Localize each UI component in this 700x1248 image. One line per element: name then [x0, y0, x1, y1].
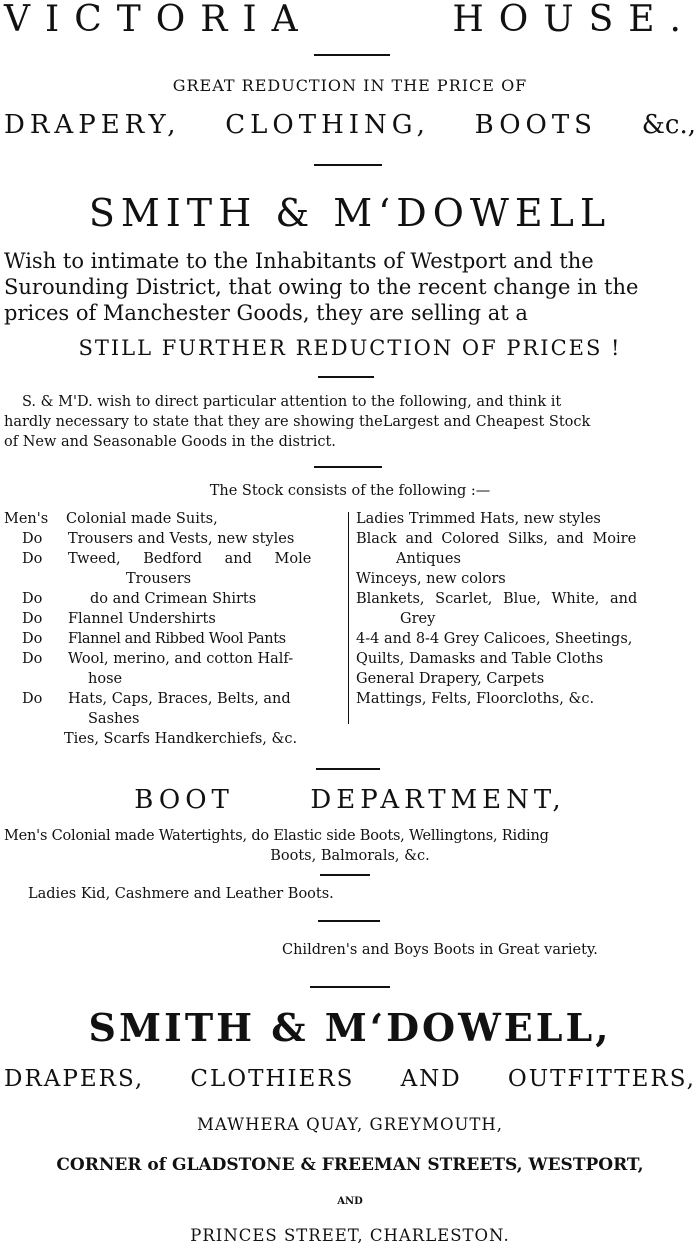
list-item: Do Hats, Caps, Braces, Belts, and — [22, 691, 291, 707]
list-item: Do Trousers and Vests, new styles — [22, 531, 295, 547]
department-word: DEPARTMENT, — [310, 785, 566, 815]
divider — [314, 164, 382, 166]
footer-firm-name: SMITH & M‘DOWELL, — [88, 1005, 612, 1050]
firm-name: SMITH & M‘DOWELL — [88, 191, 612, 235]
subtitle: GREAT REDUCTION IN THE PRICE OF — [172, 76, 528, 95]
list-item: Ladies Trimmed Hats, new styles — [356, 511, 601, 527]
mens-boots-line: Men's Colonial made Watertights, do Elastic side Boots, Wellingtons, Riding — [4, 828, 549, 844]
reduction-banner: STILL FURTHER REDUCTION OF PRICES ! — [78, 336, 622, 360]
trade-and: AND — [400, 1066, 462, 1092]
address-greymouth: MAWHERA QUAY, GREYMOUTH, — [196, 1115, 504, 1134]
list-item: Ties, Scarfs Handkerchiefs, &c. — [64, 731, 298, 747]
list-item: Black and Colored Silks, and Moire — [356, 531, 637, 547]
and-connector: AND — [337, 1196, 363, 1207]
list-item: Mattings, Felts, Floorcloths, &c. — [356, 691, 595, 707]
goods-clothing: CLOTHING, — [225, 110, 430, 140]
children-boots: Children's and Boys Boots in Great variety. — [282, 942, 598, 958]
mens-boots — [4, 826, 696, 866]
goods-line — [0, 108, 700, 142]
list-item: Quilts, Damasks and Table Cloths — [356, 651, 604, 667]
list-item: Do Tweed, Bedford and Mole — [22, 551, 312, 567]
notice-paragraph — [4, 392, 696, 452]
stock-heading: The Stock consists of the following :— — [209, 483, 491, 499]
list-item: Men's Colonial made Suits, — [4, 511, 218, 527]
goods-drapery: DRAPERY, — [4, 110, 181, 140]
divider — [314, 466, 382, 468]
list-item: Do do and Crimean Shirts — [22, 591, 257, 607]
title-word-house: HOUSE. — [452, 0, 696, 40]
trade-outfitters: OUTFITTERS, — [507, 1066, 696, 1092]
intro-line: Surounding District, that owing to the recent change in the — [4, 275, 639, 299]
divider — [316, 768, 380, 770]
intro-line: prices of Manchester Goods, they are selling at a — [4, 301, 528, 325]
address-westport: CORNER of GLADSTONE & FREEMAN STREETS, WESTPORT, — [56, 1155, 644, 1175]
divider — [318, 376, 374, 378]
list-item: hose — [88, 671, 123, 687]
stock-list-ladies — [356, 509, 696, 709]
divider — [318, 920, 380, 922]
goods-etc: &c., — [641, 110, 696, 140]
intro-paragraph — [4, 248, 696, 326]
ladies-boots: Ladies Kid, Cashmere and Leather Boots. — [28, 886, 334, 902]
column-divider — [348, 512, 349, 724]
list-item: Grey — [400, 611, 436, 627]
list-item: Do Flannel Undershirts — [22, 611, 216, 627]
list-item: Trousers — [126, 571, 192, 587]
list-item: Sashes — [88, 711, 140, 727]
trade-drapers: DRAPERS, — [4, 1066, 145, 1092]
notice-line: of New and Seasonable Goods in the district. — [4, 434, 336, 450]
stock-list-mens — [4, 509, 346, 749]
divider — [320, 874, 370, 876]
trades-line — [0, 1064, 700, 1094]
list-item: Antiques — [396, 551, 461, 567]
address-charleston: PRINCES STREET, CHARLESTON. — [190, 1226, 510, 1245]
divider — [310, 986, 390, 988]
list-item: General Drapery, Carpets — [356, 671, 545, 687]
notice-line: hardly necessary to state that they are showing theLargest and Cheapest Stock — [4, 414, 591, 430]
list-item: Blankets, Scarlet, Blue, White, and — [356, 591, 638, 607]
page-title — [0, 0, 700, 40]
title-word-victoria: VICTORIA — [4, 0, 313, 40]
intro-line: Wish to intimate to the Inhabitants of Westport and the — [4, 249, 594, 273]
mens-boots-line: Boots, Balmorals, &c. — [270, 848, 430, 864]
list-item: Do Wool, merino, and cotton Half- — [22, 651, 294, 667]
notice-line: S. & M'D. wish to direct particular attention to the following, and think it — [22, 394, 562, 410]
list-item: Winceys, new colors — [356, 571, 506, 587]
list-item: 4-4 and 8-4 Grey Calicoes, Sheetings, — [356, 631, 633, 647]
boot-word: BOOT — [134, 785, 234, 815]
divider — [314, 54, 390, 56]
list-item: Do Flannel and Ribbed Wool Pants — [22, 631, 286, 647]
boot-department-heading — [0, 784, 700, 816]
goods-boots: BOOTS — [474, 110, 597, 140]
trade-clothiers: CLOTHIERS — [190, 1066, 355, 1092]
